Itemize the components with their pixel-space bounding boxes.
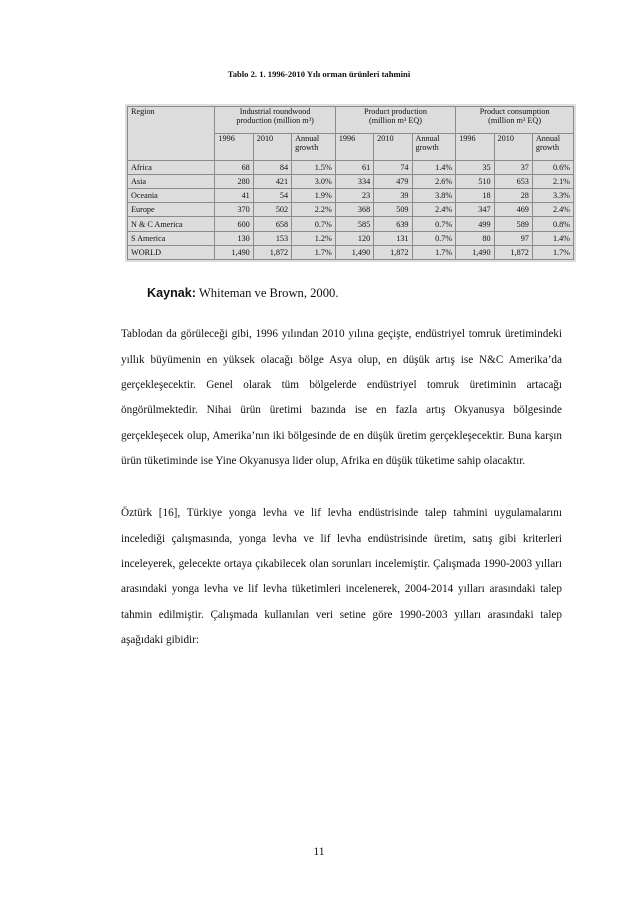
- region-cell: N & C America: [128, 217, 215, 231]
- region-cell: Africa: [128, 160, 215, 174]
- region-cell: Europe: [128, 203, 215, 217]
- region-header: Region: [128, 107, 215, 161]
- value-cell: 2.4%: [412, 203, 456, 217]
- value-cell: 1,490: [456, 245, 494, 259]
- subheader-cell: Annual growth: [412, 133, 456, 160]
- group-header-line1: Product production: [364, 107, 427, 116]
- subheader-cell: 1996: [215, 133, 253, 160]
- value-cell: 421: [253, 174, 291, 188]
- value-cell: 1,490: [215, 245, 253, 259]
- value-cell: 658: [253, 217, 291, 231]
- subheader-cell: 2010: [494, 133, 532, 160]
- value-cell: 600: [215, 217, 253, 231]
- table-caption: Tablo 2. 1. 1996-2010 Yılı orman ürünleri tahmini: [227, 69, 411, 79]
- group-header: [456, 107, 574, 134]
- value-cell: 3.3%: [532, 189, 573, 203]
- value-cell: 1.4%: [412, 160, 456, 174]
- value-cell: 469: [494, 203, 532, 217]
- region-cell: S America: [128, 231, 215, 245]
- value-cell: 639: [374, 217, 412, 231]
- value-cell: 0.8%: [532, 217, 573, 231]
- value-cell: 589: [494, 217, 532, 231]
- value-cell: 28: [494, 189, 532, 203]
- value-cell: 368: [335, 203, 373, 217]
- value-cell: 84: [253, 160, 291, 174]
- value-cell: 153: [253, 231, 291, 245]
- value-cell: 80: [456, 231, 494, 245]
- subheader-cell: 1996: [335, 133, 373, 160]
- value-cell: 0.7%: [412, 231, 456, 245]
- value-cell: 3.8%: [412, 189, 456, 203]
- subheader-cell: 2010: [253, 133, 291, 160]
- value-cell: 97: [494, 231, 532, 245]
- value-cell: 510: [456, 174, 494, 188]
- table-header-row: [128, 107, 574, 134]
- value-cell: 1,490: [335, 245, 373, 259]
- value-cell: 23: [335, 189, 373, 203]
- value-cell: 1.9%: [292, 189, 336, 203]
- value-cell: 1.7%: [532, 245, 573, 259]
- value-cell: 347: [456, 203, 494, 217]
- value-cell: 0.7%: [292, 217, 336, 231]
- forest-products-table: [127, 106, 574, 260]
- value-cell: 35: [456, 160, 494, 174]
- group-header-line1: Industrial roundwood: [239, 107, 311, 116]
- value-cell: 1.7%: [412, 245, 456, 259]
- table-row: [128, 174, 574, 188]
- value-cell: 502: [253, 203, 291, 217]
- paragraph: Öztürk [16], Türkiye yonga levha ve lif levha endüstrisinde talep tahmini uygulamalarını incelediği çalışmasında, yonga levha ve lif levha endüstrisinde üretim, satış gibi kriterleri inceleyerek, gelecekte ortaya çıkabilecek olan sorunları incelemiştir. Çalışmada 1990-2003 yılları arasındaki yonga levha ve lif levha tüketimleri incelenerek, 2004-2014 yılları arasındaki talep tahmin edilmiştir. Çalışmada kullanılan veri setine göre 1990-2003 yılları arasındaki talep aşağıdaki gibidir:: [121, 507, 562, 647]
- value-cell: 1.7%: [292, 245, 336, 259]
- source-text: Whiteman ve Brown, 2000.: [196, 286, 339, 300]
- value-cell: 18: [456, 189, 494, 203]
- value-cell: 1,872: [253, 245, 291, 259]
- subheader-cell: Annual growth: [292, 133, 336, 160]
- value-cell: 39: [374, 189, 412, 203]
- value-cell: 0.7%: [412, 217, 456, 231]
- value-cell: 68: [215, 160, 253, 174]
- table-row: [128, 189, 574, 203]
- page-number: 11: [313, 846, 325, 858]
- table-row: [128, 231, 574, 245]
- value-cell: 41: [215, 189, 253, 203]
- value-cell: 585: [335, 217, 373, 231]
- value-cell: 509: [374, 203, 412, 217]
- value-cell: 61: [335, 160, 373, 174]
- value-cell: 2.1%: [532, 174, 573, 188]
- value-cell: 2.2%: [292, 203, 336, 217]
- region-cell: Asia: [128, 174, 215, 188]
- group-header-line2: production (million m³): [236, 116, 314, 125]
- group-header-line2: (million m³ EQ): [488, 116, 542, 125]
- region-cell: WORLD: [128, 245, 215, 259]
- group-header: [215, 107, 335, 134]
- subheader-cell: 2010: [374, 133, 412, 160]
- value-cell: 1,872: [494, 245, 532, 259]
- value-cell: 2.6%: [412, 174, 456, 188]
- subheader-cell: Annual growth: [532, 133, 573, 160]
- value-cell: 130: [215, 231, 253, 245]
- group-header-line1: Product consumption: [479, 107, 550, 116]
- value-cell: 1.4%: [532, 231, 573, 245]
- value-cell: 54: [253, 189, 291, 203]
- value-cell: 334: [335, 174, 373, 188]
- value-cell: 499: [456, 217, 494, 231]
- table-source: [147, 286, 338, 301]
- value-cell: 1,872: [374, 245, 412, 259]
- value-cell: 120: [335, 231, 373, 245]
- value-cell: 1.5%: [292, 160, 336, 174]
- source-label: Kaynak:: [147, 286, 196, 300]
- paragraph: Tablodan da görüleceği gibi, 1996 yılından 2010 yılına geçişte, endüstriyel tomruk üretimindeki yıllık büyümenin en yüksek olacağı bölge Asya olup, en düşük artış ise N&C Amerika’da gerçekleşecektir. Genel olarak tüm bölgelerde endüstriyel tomruk üretiminin artacağı öngörülmektedir. Nihai ürün üretimi bazında ise en fazla artış Okyanusya bölgesinde gerçekleşecek olup, Amerika’nın iki bölgesinde de en düşük üretim gerçekleşecektir. Buna karşın ürün tüketiminde ise Yine Okyanusya lider olup, Afrika en düşük tüketime sahip olacaktır.: [121, 328, 562, 468]
- table-row: [128, 245, 574, 259]
- table-row: [128, 217, 574, 231]
- subheader-cell: 1996: [456, 133, 494, 160]
- table-row: [128, 160, 574, 174]
- forest-products-table-image: [125, 104, 576, 262]
- value-cell: 653: [494, 174, 532, 188]
- value-cell: 2.4%: [532, 203, 573, 217]
- value-cell: 280: [215, 174, 253, 188]
- value-cell: 131: [374, 231, 412, 245]
- value-cell: 479: [374, 174, 412, 188]
- value-cell: 37: [494, 160, 532, 174]
- value-cell: 3.0%: [292, 174, 336, 188]
- group-header-line2: (million m³ EQ): [369, 116, 422, 125]
- table-row: [128, 203, 574, 217]
- group-header: [335, 107, 455, 134]
- value-cell: 370: [215, 203, 253, 217]
- value-cell: 74: [374, 160, 412, 174]
- value-cell: 1.2%: [292, 231, 336, 245]
- value-cell: 0.6%: [532, 160, 573, 174]
- region-cell: Oceania: [128, 189, 215, 203]
